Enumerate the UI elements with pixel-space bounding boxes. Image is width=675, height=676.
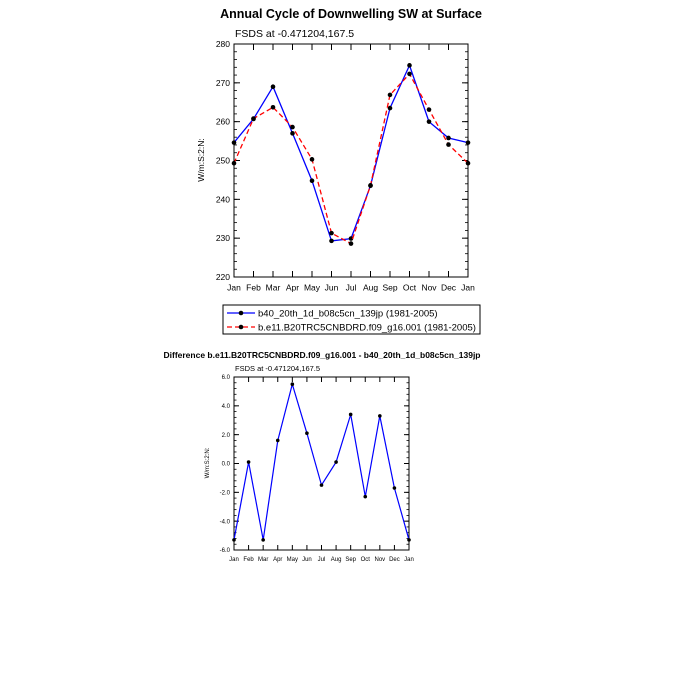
data-point: [261, 538, 265, 542]
y-tick-label: 280: [215, 38, 230, 49]
data-point: [276, 439, 280, 443]
data-point: [388, 93, 393, 98]
data-point: [291, 382, 295, 386]
data-point: [378, 414, 382, 418]
chart1-subtitle: FSDS at -0.471204,167.5: [235, 28, 355, 40]
data-point: [247, 460, 251, 464]
x-tick-label: Apr: [285, 282, 300, 293]
data-point: [232, 161, 237, 166]
x-tick-label: Jan: [227, 282, 241, 293]
data-point: [329, 239, 334, 244]
x-tick-label: Mar: [257, 557, 269, 563]
data-point: [251, 116, 256, 121]
data-point: [349, 241, 354, 246]
x-tick-label: Apr: [273, 557, 283, 563]
data-point: [310, 157, 315, 162]
difference-chart: [163, 350, 480, 563]
series-line-1: [234, 384, 409, 540]
data-point: [363, 495, 367, 499]
x-tick-label: Mar: [265, 282, 281, 293]
data-point: [232, 140, 237, 145]
x-tick-label: Feb: [243, 557, 254, 563]
y-tick-label: 0.0: [221, 461, 230, 468]
x-tick-label: Jan: [461, 282, 475, 293]
x-tick-label: Jun: [324, 282, 339, 293]
y-tick-label: 2.0: [221, 432, 230, 439]
x-tick-label: Dec: [389, 557, 400, 563]
y-tick-label: 6.0: [221, 375, 230, 382]
data-point: [407, 538, 411, 542]
x-tick-label: Aug: [330, 557, 342, 563]
y-tick-label: 220: [215, 271, 230, 282]
data-point: [407, 63, 412, 68]
data-point: [368, 183, 373, 188]
data-point: [334, 460, 338, 464]
chart1-legend: [223, 305, 480, 334]
y-tick-label: 230: [215, 233, 230, 244]
data-point: [310, 178, 315, 183]
data-point: [427, 119, 432, 124]
x-tick-label: Jul: [317, 557, 326, 563]
data-point: [349, 413, 353, 417]
data-point: [388, 106, 393, 111]
x-tick-label: Oct: [402, 282, 417, 293]
data-point: [271, 84, 276, 89]
y-tick-label: 4.0: [221, 403, 230, 410]
data-point: [446, 142, 451, 147]
x-tick-label: Jan: [229, 557, 239, 563]
y-tick-label: 270: [215, 77, 230, 88]
legend-label-2: b.e11.B20TRC5CNBDRD.f09_g16.001 (1981-2005): [258, 322, 476, 334]
y-tick-label: -2.0: [219, 490, 230, 497]
data-point: [305, 431, 309, 435]
chart1-title: Annual Cycle of Downwelling SW at Surface: [220, 7, 482, 21]
data-point: [466, 140, 471, 145]
data-point: [393, 486, 397, 490]
data-point: [446, 136, 451, 141]
x-tick-label: Feb: [246, 282, 261, 293]
x-tick-label: Nov: [374, 557, 386, 563]
series-line-1: [234, 65, 468, 241]
x-tick-label: Sep: [382, 282, 398, 293]
data-point: [466, 161, 471, 166]
chart2-subtitle: FSDS at -0.471204,167.5: [235, 364, 321, 373]
x-tick-label: Sep: [345, 557, 357, 563]
chart1-ylabel: W/m:S:2:N:: [196, 138, 206, 182]
x-tick-label: Aug: [362, 282, 379, 293]
data-point: [271, 105, 276, 110]
chart2-title: Difference b.e11.B20TRC5CNBDRD.f09_g16.001 - b40_20th_1d_b08c5cn_139jp: [163, 350, 481, 360]
data-point: [329, 231, 334, 236]
x-tick-label: May: [303, 282, 321, 293]
x-tick-label: Jun: [302, 557, 312, 563]
x-tick-label: Jul: [345, 282, 357, 293]
series-line-2: [234, 74, 468, 244]
y-tick-label: 240: [215, 194, 230, 205]
data-point: [290, 131, 295, 136]
x-tick-label: Dec: [440, 282, 457, 293]
x-tick-label: Jan: [404, 557, 414, 563]
data-point: [232, 538, 236, 542]
x-tick-label: Oct: [360, 557, 370, 563]
data-point: [407, 72, 412, 77]
y-tick-label: -4.0: [219, 519, 230, 526]
y-tick-label: 250: [215, 155, 230, 166]
annual-cycle-chart: [196, 7, 482, 334]
data-point: [290, 125, 295, 130]
legend-marker: [239, 311, 244, 316]
y-tick-label: -6.0: [219, 548, 230, 555]
legend-label-1: b40_20th_1d_b08c5cn_139jp (1981-2005): [258, 308, 438, 320]
x-tick-label: May: [286, 557, 299, 563]
data-point: [427, 107, 432, 112]
data-point: [320, 483, 324, 487]
legend-marker: [239, 325, 244, 330]
x-tick-label: Nov: [421, 282, 437, 293]
chart2-ylabel: W/m:S:2:N:: [205, 447, 211, 479]
y-tick-label: 260: [215, 116, 230, 127]
